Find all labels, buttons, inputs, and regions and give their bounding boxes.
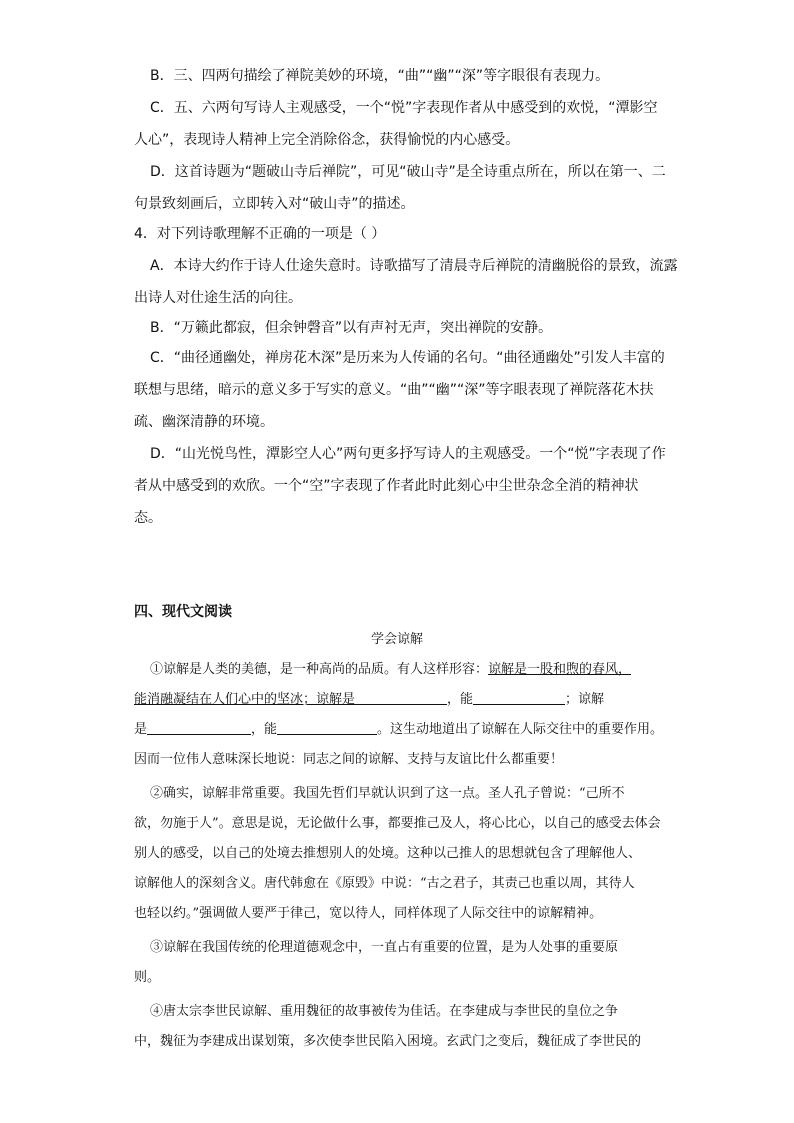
passage-p2-line2: 欲，勿施于人”。意思是说，无论做什么事，都要推己及人，将心比心，以自己的感受去体会 <box>134 816 661 831</box>
q3-option-b: B．三、四两句描绘了禅院美妙的环境，“曲”“幽”“深”等字眼很有表现力。 <box>150 68 610 84</box>
p1-underlined-1: 谅解是一股和煦的春风， <box>488 662 632 677</box>
p1-text-end: 。这生动地道出了谅解在人际交往中的重要作用。 <box>377 722 664 737</box>
q4-option-c-line1: C．“曲径通幽处，禅房花木深”是历来为人传诵的名句。“曲径通幽处”引发人丰富的 <box>150 350 665 366</box>
q4-option-a-line1: A．本诗大约作于诗人仕途失意时。诗歌描写了清晨寺后禅院的清幽脱俗的景致，流露 <box>150 258 678 274</box>
q4-option-a-line2: 出诗人对仕途生活的向往。 <box>134 290 302 306</box>
passage-p1-line4: 因而一位伟人意味深长地说：同志之间的谅解、支持与友谊比什么都重要！ <box>134 752 564 767</box>
passage-p1-line1 <box>150 660 631 680</box>
p1-underlined-2: 能消融凝结在人们心中的坚冰；谅解是 <box>134 692 356 707</box>
p1-text-neng-1: ，能 <box>447 692 474 707</box>
q4-option-d-line2: 者从中感受到的欢欣。一个“空”字表现了作者此时此刻心中尘世杂念全消的精神状 <box>134 478 639 494</box>
passage-p4-line2: 中，魏征为李建成出谋划策，多次使李世民陷入困境。玄武门之变后，魏征成了李世民的 <box>134 1034 642 1049</box>
q4-option-d-line1: D．“山光悦鸟性，潭影空人心”两句更多抒写诗人的主观感受。一个“悦”字表现了作 <box>150 446 666 462</box>
passage-p2-line1: ②确实，谅解非常重要。我国先哲们早就认识到了这一点。圣人孔子曾说：“己所不 <box>150 786 625 801</box>
q4-option-c-line2: 联想与思绪，暗示的意义多于写实的意义。“曲”“幽”“深”等字眼表现了禅院落花木扶 <box>134 382 654 398</box>
passage-p4-line1: ④唐太宗李世民谅解、重用魏征的故事被传为佳话。在李建成与李世民的皇位之争 <box>150 1004 619 1019</box>
fill-blank-2[interactable] <box>473 690 565 705</box>
q4-option-b: B．“万籁此都寂，但余钟磬音”以有声衬无声，突出禅院的安静。 <box>150 320 553 336</box>
passage-p2-line4: 谅解他人的深刻含义。唐代韩愈在《原毁》中说：“古之君子，其责己也重以周，其待人 <box>134 876 635 891</box>
passage-title: 学会谅解 <box>370 632 423 647</box>
p1-text-neng-2: ，能 <box>251 722 278 737</box>
passage-p3-line2: 则。 <box>134 970 161 985</box>
p1-text-shi: 是 <box>134 722 148 737</box>
p1-text-liangjie: ；谅解 <box>565 692 605 707</box>
q3-option-d-line2: 句景致刻画后，立即转入对“破山寺”的描述。 <box>134 196 415 212</box>
q4-option-c-line3: 疏、幽深清静的环境。 <box>134 414 274 430</box>
p1-text: ①谅解是人类的美德，是一种高尚的品质。有人这样形容： <box>150 662 489 677</box>
passage-p1-line3 <box>134 720 663 740</box>
q3-option-d-line1: D．这首诗题为“题破山寺后禅院”，可见“破山寺”是全诗重点所在，所以在第一、二 <box>150 164 666 180</box>
q4-option-d-line3: 态。 <box>134 510 162 526</box>
q4-stem: 4．对下列诗歌理解不正确的一项是（ ） <box>134 226 386 242</box>
passage-p1-line2 <box>134 690 604 710</box>
passage-p2-line5: 也轻以约。”强调做人要严于律己，宽以待人，同样体现了人际交往中的谅解精神。 <box>134 906 603 921</box>
q3-option-c-line2: 人心”，表现诗人精神上完全消除俗念，获得愉悦的内心感受。 <box>134 132 520 148</box>
section-heading: 四、现代文阅读 <box>134 604 232 620</box>
passage-p2-line3: 别人的感受，以自己的处境去推想别人的处境。这种以己推人的思想就包含了理解他人、 <box>134 846 642 861</box>
fill-blank-1[interactable] <box>355 690 447 705</box>
fill-blank-3[interactable] <box>147 720 251 735</box>
q3-option-c-line1: C．五、六两句写诗人主观感受，一个“悦”字表现作者从中感受到的欢悦，“潭影空 <box>150 100 658 116</box>
passage-p3-line1: ③谅解在我国传统的伦理道德观念中，一直占有重要的位置，是为人处事的重要原 <box>150 940 619 955</box>
fill-blank-4[interactable] <box>277 720 377 735</box>
